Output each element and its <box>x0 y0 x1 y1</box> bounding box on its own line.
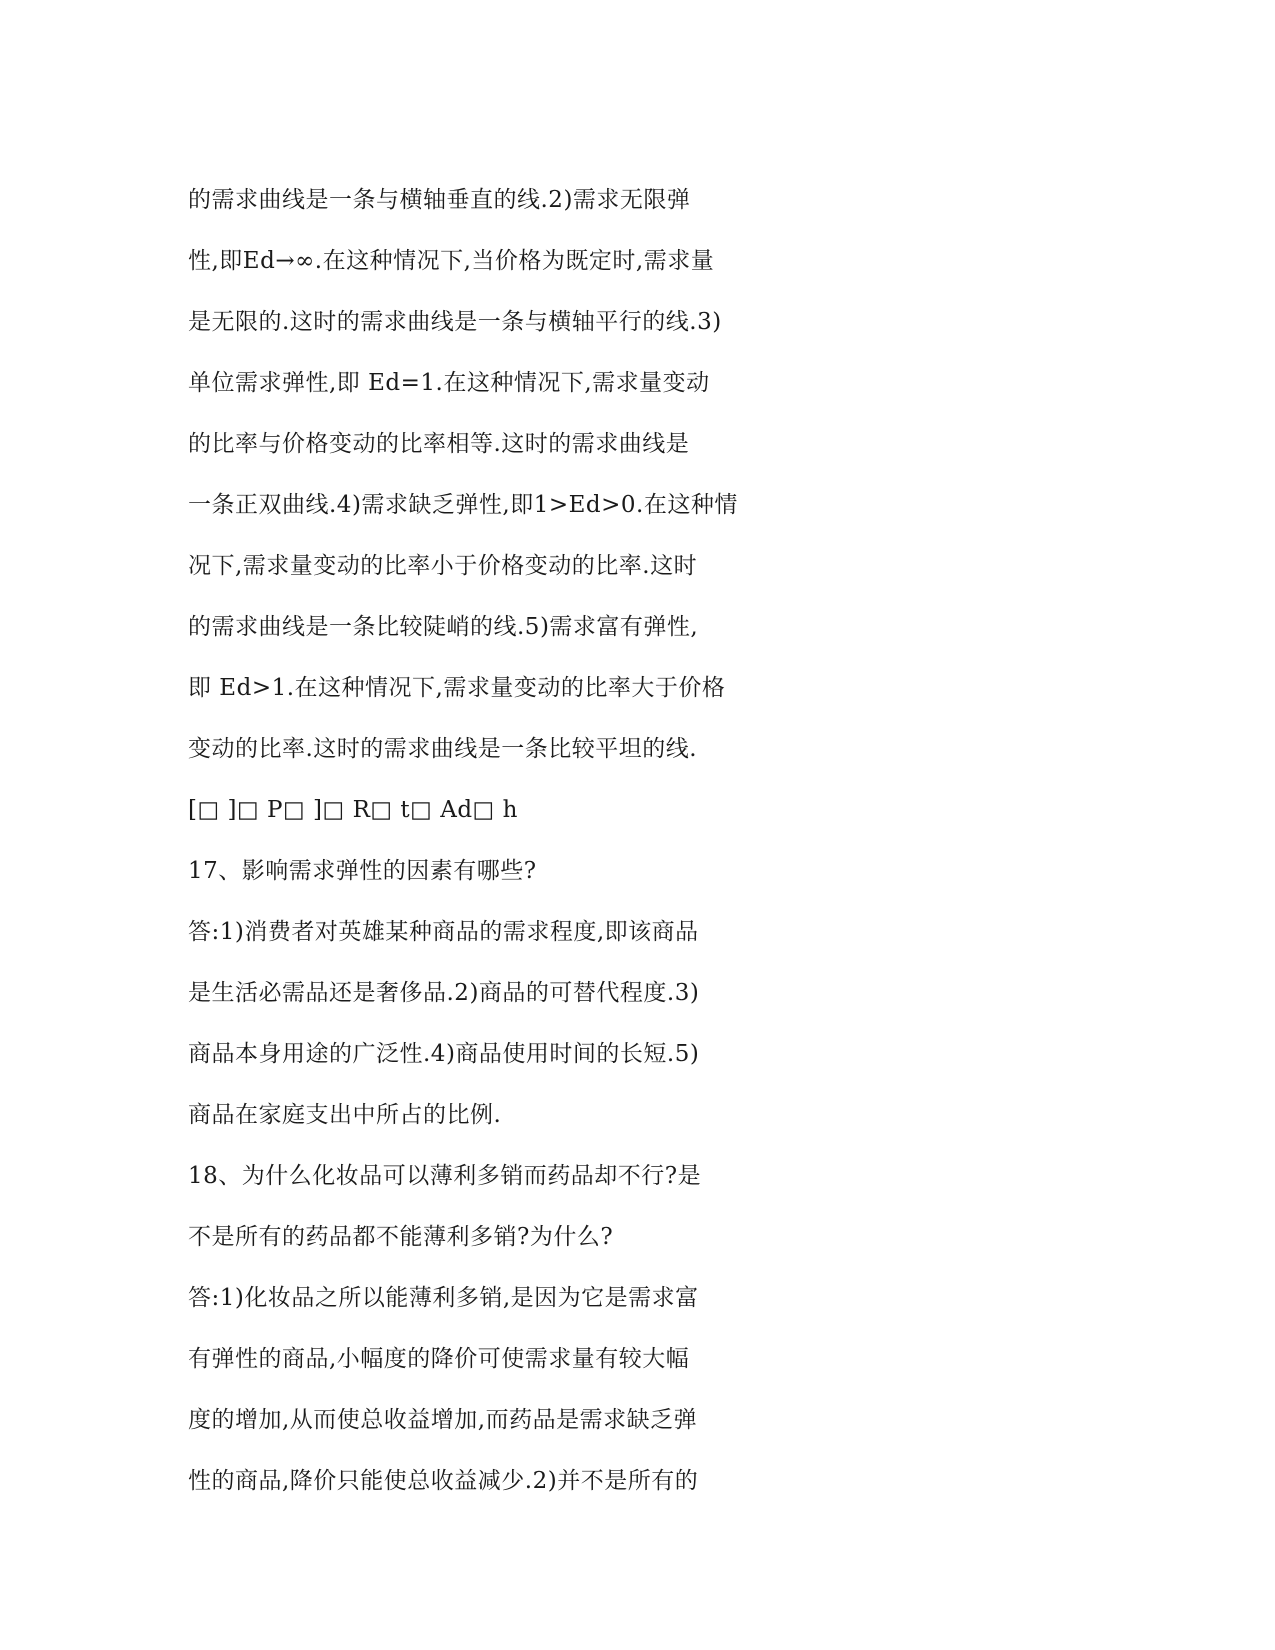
text-line: 是生活必需品还是奢侈品.2)商品的可替代程度.3) <box>188 980 700 1006</box>
question-18-heading-cont: 不是所有的药品都不能薄利多销?为什么? <box>188 1224 614 1250</box>
text-line: 况下,需求量变动的比率小于价格变动的比率.这时 <box>188 553 698 579</box>
body-text <box>188 170 748 1512</box>
text-line: 商品在家庭支出中所占的比例. <box>188 1102 502 1128</box>
text-line: 性,即Ed→∞.在这种情况下,当价格为既定时,需求量 <box>188 248 715 274</box>
text-line: 是无限的.这时的需求曲线是一条与横轴平行的线.3) <box>188 309 722 335</box>
text-line: 性的商品,降价只能使总收益减少.2)并不是所有的 <box>188 1468 699 1494</box>
text-line: 度的增加,从而使总收益增加,而药品是需求缺乏弹 <box>188 1407 698 1433</box>
text-line: 变动的比率.这时的需求曲线是一条比较平坦的线. <box>188 736 698 762</box>
text-line: 一条正双曲线.4)需求缺乏弹性,即1>Ed>0.在这种情 <box>188 492 738 518</box>
text-line: 即 Ed>1.在这种情况下,需求量变动的比率大于价格 <box>188 675 726 701</box>
text-line: 的需求曲线是一条比较陡峭的线.5)需求富有弹性, <box>188 614 699 640</box>
text-line: 答:1)化妆品之所以能薄利多销,是因为它是需求富 <box>188 1285 699 1311</box>
text-line: 单位需求弹性,即 Ed=1.在这种情况下,需求量变动 <box>188 370 710 396</box>
question-18-heading: 18、为什么化妆品可以薄利多销而药品却不行?是 <box>188 1163 702 1189</box>
garbled-text-line: [□ ]□ P□ ]□ R□ t□ Ad□ h <box>188 797 518 823</box>
text-line: 的需求曲线是一条与横轴垂直的线.2)需求无限弹 <box>188 187 691 213</box>
question-17-heading: 17、影响需求弹性的因素有哪些? <box>188 858 537 884</box>
text-line: 的比率与价格变动的比率相等.这时的需求曲线是 <box>188 431 690 457</box>
text-line: 有弹性的商品,小幅度的降价可使需求量有较大幅 <box>188 1346 690 1372</box>
text-line: 商品本身用途的广泛性.4)商品使用时间的长短.5) <box>188 1041 700 1067</box>
text-line: 答:1)消费者对英雄某种商品的需求程度,即该商品 <box>188 919 699 945</box>
